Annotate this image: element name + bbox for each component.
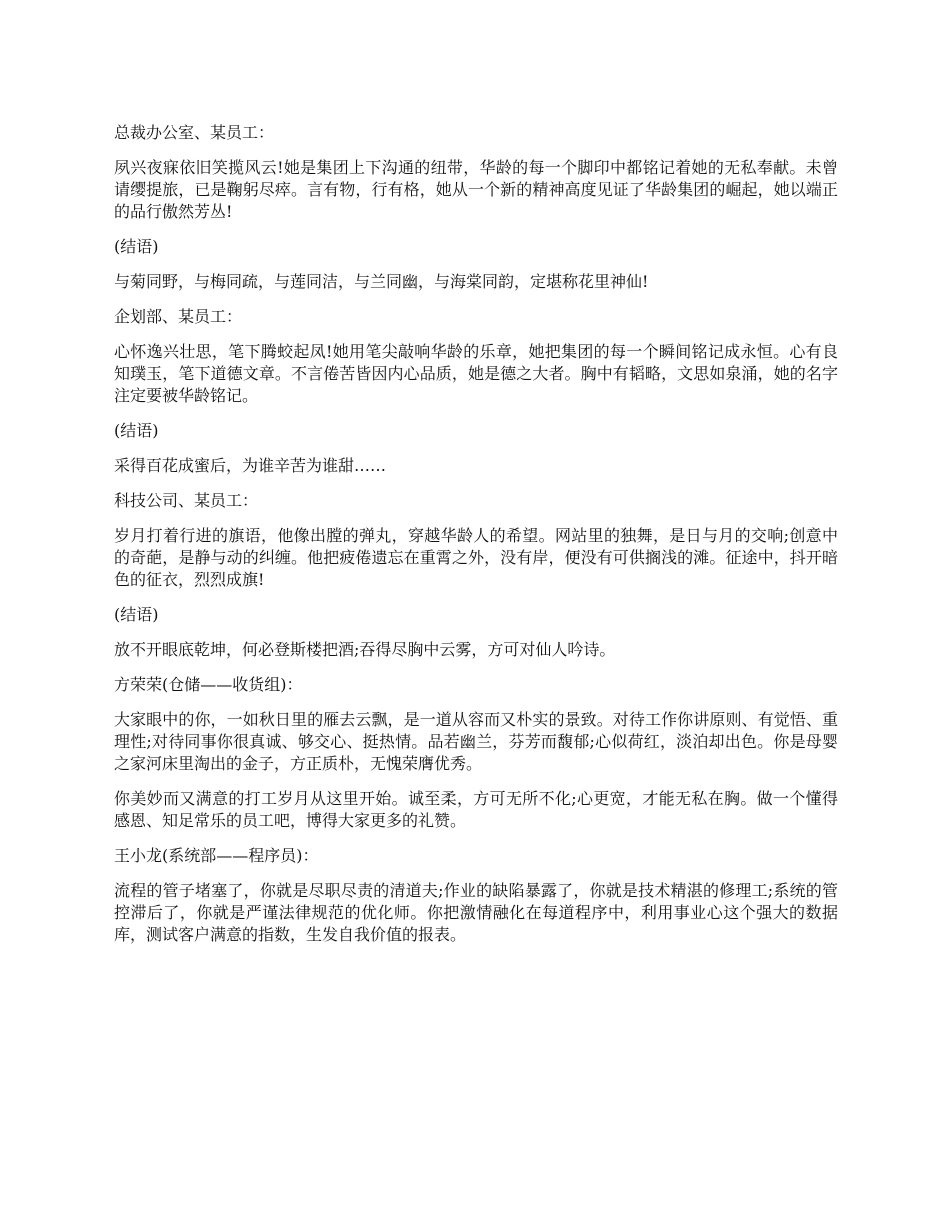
body-paragraph: 夙兴夜寐依旧笑揽风云!她是集团上下沟通的纽带，华龄的每一个脚印中都铭记着她的无私奉献。未曾请缨提旅，已是鞠躬尽瘁。言有物，行有格，她从一个新的精神高度见证了华龄集团的崛起，她以端正的品行傲然芳丛! [114, 158, 838, 221]
closing-text: 与菊同野，与梅同疏，与莲同洁，与兰同幽，与海棠同韵，定堪称花里神仙! [114, 272, 649, 291]
closing-text: 放不开眼底乾坤，何必登斯楼把酒;吞得尽胸中云雾，方可对仙人吟诗。 [114, 640, 616, 659]
heading-office-employee: 总裁办公室、某员工： [114, 123, 275, 142]
heading-planning-employee: 企划部、某员工： [114, 307, 243, 326]
body-paragraph: 流程的管子堵塞了，你就是尽职尽责的清道夫;作业的缺陷暴露了，你就是技术精湛的修理工;系统的管控滞后了，你就是严谨法律规范的优化师。你把激情融化在每道程序中，利用事业心这个强大的数据库，测试客户满意的指数，生发自我价值的报表。 [114, 881, 838, 944]
document-body [114, 122, 838, 959]
closing-text: 采得百花成蜜后，为谁辛苦为谁甜…… [114, 456, 387, 475]
closing-label: (结语) [114, 237, 159, 256]
body-paragraph: 岁月打着行进的旗语，他像出膛的弹丸，穿越华龄人的希望。网站里的独舞，是日与月的交响;创意中的奇葩，是静与动的纠缠。他把疲倦遗忘在重霄之外，没有岸，便没有可供搁浅的滩。征途中，抖开暗色的征衣，烈烈成旗! [114, 526, 838, 589]
heading-tech-employee: 科技公司、某员工： [114, 491, 259, 510]
heading-fang-rongrong: 方荣荣(仓储——收货组)： [114, 675, 303, 694]
body-paragraph: 大家眼中的你，一如秋日里的雁去云飘，是一道从容而又朴实的景致。对待工作你讲原则、有觉悟、重理性;对待同事你很真诚、够交心、挺热情。品若幽兰，芬芳而馥郁;心似荷红，淡泊却出色。你是母婴之家河床里淘出的金子，方正质朴，无愧荣膺优秀。 [114, 710, 838, 773]
closing-label: (结语) [114, 421, 159, 440]
heading-wang-xiaolong: 王小龙(系统部——程序员)： [114, 846, 319, 865]
body-paragraph: 你美妙而又满意的打工岁月从这里开始。诚至柔，方可无所不化;心更宽，才能无私在胸。做一个懂得感恩、知足常乐的员工吧，博得大家更多的礼赞。 [114, 789, 838, 830]
body-paragraph: 心怀逸兴壮思，笔下腾蛟起凤!她用笔尖敲响华龄的乐章，她把集团的每一个瞬间铭记成永恒。心有良知璞玉，笔下道德文章。不言倦苦皆因内心品质，她是德之大者。胸中有韬略，文思如泉涌，她的名字注定要被华龄铭记。 [114, 342, 838, 405]
closing-label: (结语) [114, 605, 159, 624]
